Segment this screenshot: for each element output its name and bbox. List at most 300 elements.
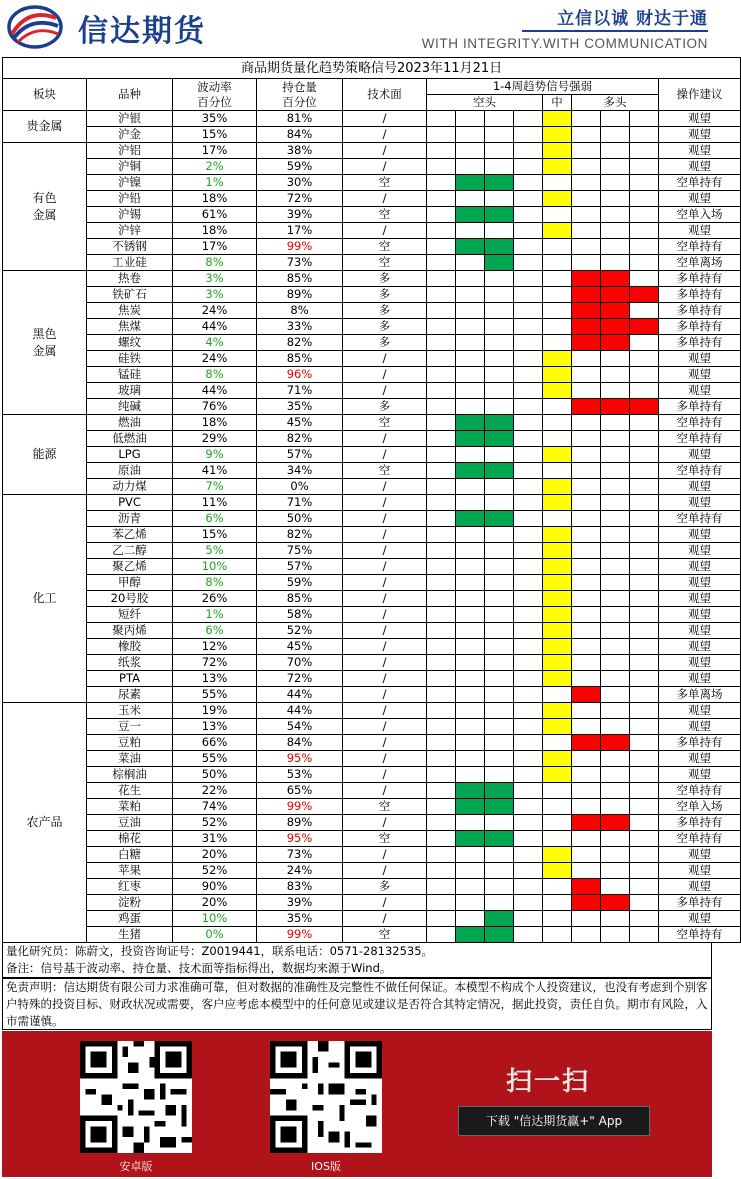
signal-cell <box>485 543 514 559</box>
open-interest-percentile: 95% <box>257 751 343 767</box>
table-row <box>3 671 741 687</box>
signal-cell <box>456 447 485 463</box>
signal-cell <box>514 415 543 431</box>
table-row <box>3 367 741 383</box>
sector-name: 能源 <box>3 415 87 495</box>
table-row <box>3 815 741 831</box>
signal-cell <box>543 767 572 783</box>
advice: 观望 <box>659 159 741 175</box>
signal-cell <box>514 303 543 319</box>
signal-cell <box>601 687 630 703</box>
volatility-percentile: 20% <box>173 847 257 863</box>
signal-cell <box>572 255 601 271</box>
signal-cell <box>427 799 456 815</box>
signal-cell <box>543 623 572 639</box>
signal-cell <box>456 223 485 239</box>
signal-cell <box>543 671 572 687</box>
signal-cell <box>456 399 485 415</box>
signal-cell <box>630 111 659 127</box>
signal-cell <box>630 575 659 591</box>
signal-cell <box>601 751 630 767</box>
table-row <box>3 623 741 639</box>
signal-cell <box>630 367 659 383</box>
signal-cell <box>456 495 485 511</box>
signal-cell <box>572 527 601 543</box>
signal-cell <box>630 671 659 687</box>
signal-cell <box>514 271 543 287</box>
signal-cell <box>514 927 543 943</box>
open-interest-percentile: 73% <box>257 255 343 271</box>
sector-name: 有色 金属 <box>3 143 87 271</box>
technical-signal: / <box>343 575 427 591</box>
signal-cell <box>456 559 485 575</box>
signal-cell <box>427 159 456 175</box>
advice: 观望 <box>659 879 741 895</box>
advice: 空单持有 <box>659 511 741 527</box>
signal-cell <box>572 607 601 623</box>
signal-cell <box>514 511 543 527</box>
product-name: 燃油 <box>87 415 173 431</box>
volatility-percentile: 8% <box>173 255 257 271</box>
technical-signal: 多 <box>343 271 427 287</box>
slogan-english: WITH INTEGRITY.WITH COMMUNICATION <box>421 36 708 51</box>
technical-signal: 多 <box>343 303 427 319</box>
researcher-info: 量化研究员：陈蔚文，投资咨询证号：Z0019441，联系电话：0571-28132535。 <box>6 944 434 958</box>
signal-cell <box>514 399 543 415</box>
open-interest-percentile: 75% <box>257 543 343 559</box>
signal-cell <box>543 927 572 943</box>
signal-cell <box>630 255 659 271</box>
table-row <box>3 383 741 399</box>
signal-cell <box>485 367 514 383</box>
advice: 观望 <box>659 143 741 159</box>
signal-cell <box>572 671 601 687</box>
signal-cell <box>572 623 601 639</box>
advice: 多单持有 <box>659 895 741 911</box>
header-technical: 技术面 <box>343 79 427 111</box>
signal-cell <box>427 383 456 399</box>
table-row <box>3 479 741 495</box>
signal-cell <box>456 303 485 319</box>
open-interest-percentile: 52% <box>257 623 343 639</box>
open-interest-percentile: 44% <box>257 703 343 719</box>
signal-cell <box>427 111 456 127</box>
signal-cell <box>543 415 572 431</box>
signal-cell <box>543 367 572 383</box>
signal-cell <box>456 319 485 335</box>
scan-title: 扫一扫 <box>506 1067 591 1097</box>
signal-cell <box>601 655 630 671</box>
signal-cell <box>543 303 572 319</box>
technical-signal: / <box>343 511 427 527</box>
signal-cell <box>572 399 601 415</box>
technical-signal: / <box>343 623 427 639</box>
advice: 空单入场 <box>659 207 741 223</box>
volatility-percentile: 15% <box>173 127 257 143</box>
product-name: 沪银 <box>87 111 173 127</box>
advice: 观望 <box>659 495 741 511</box>
signal-cell <box>485 207 514 223</box>
volatility-percentile: 1% <box>173 175 257 191</box>
signal-cell <box>485 719 514 735</box>
advice: 观望 <box>659 447 741 463</box>
download-app-button[interactable]: 下载 "信达期货赢+" App <box>458 1106 650 1136</box>
signal-cell <box>601 351 630 367</box>
signal-cell <box>485 639 514 655</box>
table-row <box>3 255 741 271</box>
volatility-percentile: 52% <box>173 863 257 879</box>
volatility-percentile: 7% <box>173 479 257 495</box>
signal-cell <box>485 703 514 719</box>
volatility-percentile: 18% <box>173 191 257 207</box>
technical-signal: 多 <box>343 287 427 303</box>
volatility-percentile: 15% <box>173 527 257 543</box>
advice: 空单入场 <box>659 799 741 815</box>
signal-cell <box>630 287 659 303</box>
technical-signal: / <box>343 127 427 143</box>
signal-cell <box>601 303 630 319</box>
signal-cell <box>630 591 659 607</box>
signal-cell <box>485 463 514 479</box>
product-name: 铁矿石 <box>87 287 173 303</box>
signal-cell <box>427 223 456 239</box>
volatility-percentile: 5% <box>173 543 257 559</box>
signal-cell <box>630 815 659 831</box>
table-row <box>3 863 741 879</box>
header-sector: 板块 <box>3 79 87 111</box>
technical-signal: / <box>343 191 427 207</box>
signal-cell <box>456 127 485 143</box>
volatility-percentile: 6% <box>173 511 257 527</box>
signal-cell <box>543 639 572 655</box>
signal-cell <box>543 255 572 271</box>
open-interest-percentile: 82% <box>257 335 343 351</box>
signal-cell <box>572 335 601 351</box>
signal-cell <box>514 447 543 463</box>
volatility-percentile: 44% <box>173 383 257 399</box>
ios-qr-code-icon[interactable] <box>270 1041 382 1153</box>
signal-cell <box>572 383 601 399</box>
signal-cell <box>630 271 659 287</box>
table-row <box>3 127 741 143</box>
signal-cell <box>514 527 543 543</box>
advice: 观望 <box>659 127 741 143</box>
sector-name: 黑色 金属 <box>3 271 87 415</box>
product-name: 菜油 <box>87 751 173 767</box>
signal-cell <box>485 111 514 127</box>
signal-cell <box>543 575 572 591</box>
signal-cell <box>485 527 514 543</box>
signal-cell <box>485 655 514 671</box>
signal-cell <box>427 623 456 639</box>
table-row <box>3 911 741 927</box>
signal-cell <box>456 847 485 863</box>
volatility-percentile: 18% <box>173 223 257 239</box>
signal-cell <box>543 735 572 751</box>
open-interest-percentile: 35% <box>257 399 343 415</box>
signal-cell <box>427 415 456 431</box>
header-divider <box>522 30 708 32</box>
advice: 多单持有 <box>659 287 741 303</box>
signal-cell <box>456 415 485 431</box>
technical-signal: 空 <box>343 255 427 271</box>
open-interest-percentile: 70% <box>257 655 343 671</box>
open-interest-percentile: 59% <box>257 159 343 175</box>
advice: 空单持有 <box>659 431 741 447</box>
technical-signal: / <box>343 639 427 655</box>
product-name: 苯乙烯 <box>87 527 173 543</box>
signal-cell <box>514 895 543 911</box>
signal-cell <box>601 527 630 543</box>
signal-cell <box>630 415 659 431</box>
technical-signal: / <box>343 671 427 687</box>
signal-cell <box>572 271 601 287</box>
signal-cell <box>427 703 456 719</box>
signal-cell <box>514 351 543 367</box>
technical-signal: / <box>343 111 427 127</box>
signal-cell <box>601 319 630 335</box>
signal-cell <box>543 111 572 127</box>
signal-cell <box>543 527 572 543</box>
signal-cell <box>456 191 485 207</box>
signal-cell <box>601 703 630 719</box>
signal-cell <box>572 479 601 495</box>
advice: 空单持有 <box>659 175 741 191</box>
technical-signal: 空 <box>343 463 427 479</box>
table-row <box>3 319 741 335</box>
signal-cell <box>630 799 659 815</box>
table-row <box>3 751 741 767</box>
signal-cell <box>601 911 630 927</box>
open-interest-percentile: 96% <box>257 367 343 383</box>
signal-cell <box>456 703 485 719</box>
technical-signal: / <box>343 863 427 879</box>
signal-cell <box>601 575 630 591</box>
table-row <box>3 895 741 911</box>
signal-cell <box>456 751 485 767</box>
open-interest-percentile: 44% <box>257 687 343 703</box>
table-row <box>3 431 741 447</box>
signal-cell <box>543 751 572 767</box>
signal-cell <box>485 863 514 879</box>
signal-cell <box>572 431 601 447</box>
signal-cell <box>630 463 659 479</box>
signal-cell <box>572 495 601 511</box>
technical-signal: / <box>343 223 427 239</box>
signal-cell <box>601 223 630 239</box>
signal-cell <box>514 287 543 303</box>
signal-cell <box>514 847 543 863</box>
signal-cell <box>630 191 659 207</box>
advice: 观望 <box>659 479 741 495</box>
signal-cell <box>485 815 514 831</box>
signal-cell <box>456 543 485 559</box>
signal-cell <box>543 207 572 223</box>
android-label: 安卓版 <box>119 1160 153 1173</box>
signal-cell <box>456 895 485 911</box>
technical-signal: / <box>343 367 427 383</box>
volatility-percentile: 52% <box>173 815 257 831</box>
volatility-percentile: 72% <box>173 655 257 671</box>
signal-cell <box>427 591 456 607</box>
technical-signal: 空 <box>343 415 427 431</box>
signal-cell <box>630 511 659 527</box>
volatility-percentile: 74% <box>173 799 257 815</box>
signal-cell <box>572 447 601 463</box>
volatility-percentile: 0% <box>173 927 257 943</box>
open-interest-percentile: 54% <box>257 719 343 735</box>
open-interest-percentile: 38% <box>257 143 343 159</box>
signal-cell <box>485 383 514 399</box>
signal-cell <box>485 447 514 463</box>
open-interest-percentile: 83% <box>257 879 343 895</box>
signal-cell <box>601 207 630 223</box>
signal-cell <box>601 511 630 527</box>
signal-cell <box>572 655 601 671</box>
signal-cell <box>485 751 514 767</box>
signal-cell <box>427 767 456 783</box>
signal-cell <box>572 751 601 767</box>
signal-cell <box>485 879 514 895</box>
signal-cell <box>601 543 630 559</box>
header-volatility: 波动率 百分位 <box>173 79 257 111</box>
signal-cell <box>572 207 601 223</box>
volatility-percentile: 3% <box>173 271 257 287</box>
signal-cell <box>514 783 543 799</box>
volatility-percentile: 41% <box>173 463 257 479</box>
technical-signal: / <box>343 447 427 463</box>
technical-signal: 多 <box>343 319 427 335</box>
technical-signal: 多 <box>343 879 427 895</box>
signal-cell <box>514 911 543 927</box>
open-interest-percentile: 99% <box>257 239 343 255</box>
open-interest-percentile: 84% <box>257 735 343 751</box>
signal-cell <box>601 463 630 479</box>
product-name: 热卷 <box>87 271 173 287</box>
android-qr-code-icon[interactable] <box>80 1041 192 1153</box>
product-name: 原油 <box>87 463 173 479</box>
signal-cell <box>572 223 601 239</box>
product-name: 沪铜 <box>87 159 173 175</box>
product-name: PTA <box>87 671 173 687</box>
signal-cell <box>601 863 630 879</box>
advice: 观望 <box>659 751 741 767</box>
signal-cell <box>456 239 485 255</box>
technical-signal: 空 <box>343 175 427 191</box>
signal-cell <box>485 575 514 591</box>
signal-cell <box>456 767 485 783</box>
advice: 多单持有 <box>659 335 741 351</box>
signal-cell <box>514 831 543 847</box>
signal-cell <box>514 239 543 255</box>
volatility-percentile: 29% <box>173 431 257 447</box>
signal-cell <box>427 879 456 895</box>
signal-cell <box>485 239 514 255</box>
advice: 观望 <box>659 367 741 383</box>
signal-cell <box>630 543 659 559</box>
volatility-percentile: 55% <box>173 687 257 703</box>
signal-cell <box>601 559 630 575</box>
signal-cell <box>572 847 601 863</box>
signal-cell <box>485 271 514 287</box>
table-row <box>3 303 741 319</box>
product-name: 苹果 <box>87 863 173 879</box>
sector-name: 化工 <box>3 495 87 703</box>
product-name: 花生 <box>87 783 173 799</box>
signal-cell <box>456 783 485 799</box>
signal-cell <box>485 351 514 367</box>
signal-cell <box>427 127 456 143</box>
signal-cell <box>485 671 514 687</box>
signal-cell <box>485 783 514 799</box>
signal-cell <box>601 367 630 383</box>
signal-cell <box>485 623 514 639</box>
table-row <box>3 175 741 191</box>
table-row <box>3 495 741 511</box>
signal-cell <box>543 463 572 479</box>
signal-cell <box>630 751 659 767</box>
product-name: 工业硅 <box>87 255 173 271</box>
signal-cell <box>514 607 543 623</box>
technical-signal: 空 <box>343 799 427 815</box>
signal-cell <box>601 175 630 191</box>
signal-cell <box>572 111 601 127</box>
signal-cell <box>456 799 485 815</box>
open-interest-percentile: 99% <box>257 799 343 815</box>
header-middle: 中 <box>543 95 572 111</box>
signal-cell <box>514 575 543 591</box>
signal-cell <box>427 191 456 207</box>
table-row <box>3 111 741 127</box>
open-interest-percentile: 58% <box>257 607 343 623</box>
signal-cell <box>485 335 514 351</box>
signal-cell <box>514 207 543 223</box>
volatility-percentile: 55% <box>173 751 257 767</box>
volatility-percentile: 12% <box>173 639 257 655</box>
advice: 观望 <box>659 527 741 543</box>
signal-cell <box>485 175 514 191</box>
signal-cell <box>427 783 456 799</box>
product-name: 鸡蛋 <box>87 911 173 927</box>
advice: 空单持有 <box>659 415 741 431</box>
signal-cell <box>514 111 543 127</box>
table-row <box>3 879 741 895</box>
advice: 观望 <box>659 607 741 623</box>
open-interest-percentile: 81% <box>257 111 343 127</box>
open-interest-percentile: 8% <box>257 303 343 319</box>
product-name: 沪铅 <box>87 191 173 207</box>
signal-cell <box>543 559 572 575</box>
table-row <box>3 847 741 863</box>
table-row <box>3 463 741 479</box>
signal-cell <box>543 431 572 447</box>
signal-cell <box>456 351 485 367</box>
signal-cell <box>485 591 514 607</box>
advice: 多单离场 <box>659 687 741 703</box>
product-name: 螺纹 <box>87 335 173 351</box>
download-footer <box>2 1031 712 1177</box>
advice: 观望 <box>659 623 741 639</box>
technical-signal: 空 <box>343 831 427 847</box>
signal-cell <box>601 239 630 255</box>
signal-cell <box>456 479 485 495</box>
signal-cell <box>485 847 514 863</box>
product-name: 生猪 <box>87 927 173 943</box>
product-name: 沥青 <box>87 511 173 527</box>
signal-cell <box>456 511 485 527</box>
signal-cell <box>630 703 659 719</box>
signal-cell <box>572 639 601 655</box>
